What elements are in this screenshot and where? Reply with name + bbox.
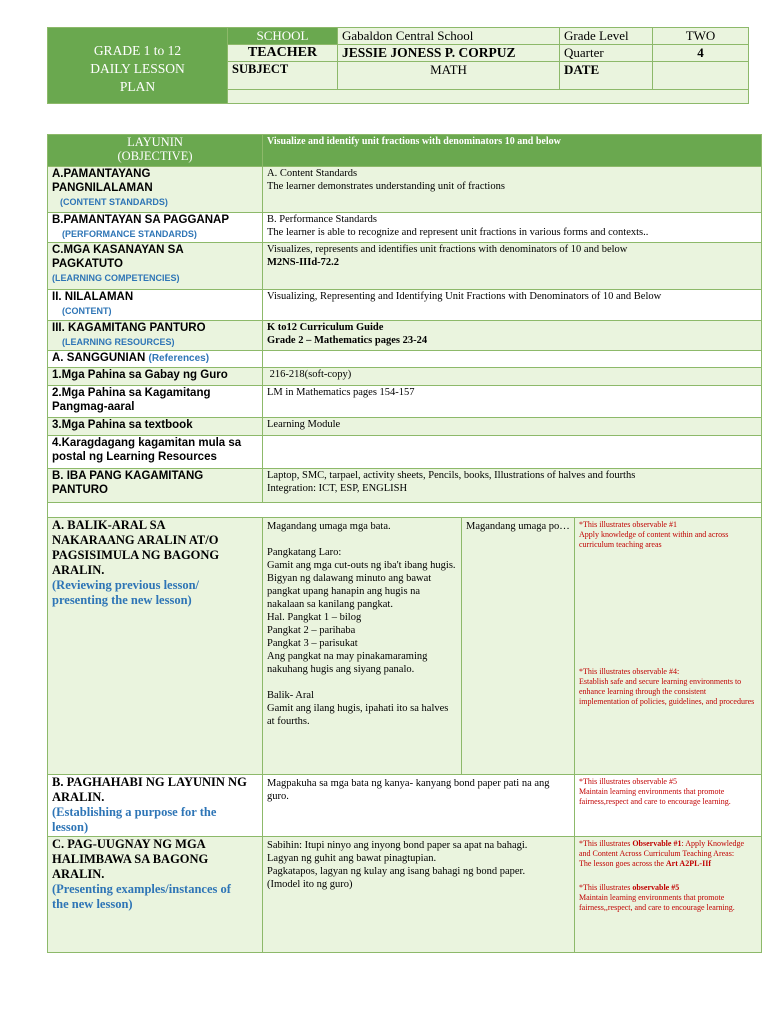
row-label: B. IBA PANG KAGAMITANG PANTURO: [52, 470, 204, 496]
subject-label: SUBJECT: [228, 62, 338, 90]
proc-review-content: Magandang umaga mga bata. Pangkatang Laro: Gamit ang mga cut-outs ng iba't ibang hugis. Bigyan ng dalawang minuto ang bawat pangkat upang hanapin ang hugis na nakalaan sa kanilang pangkat. Hal. Pangkat 1 – bilog Pangkat 2 – parihaba Pangkat 3 – parisukat Ang pangkat na may pinakamaraming nakuhang hugis ang siyang panalo. Balik- Aral Gamit ang ilang hugis, ipahati ito sa halves at fourths.: [263, 518, 462, 775]
obj-value-references: [263, 351, 762, 368]
objectives-table: [47, 134, 762, 520]
note-text: *This illustrates: [579, 839, 633, 848]
obj-value-other-materials: [263, 469, 762, 503]
proc-purpose-note: *This illustrates observable #5 Maintain learning environments that promote fairness,respect and care to encourage learning.: [575, 775, 762, 837]
layunin-label: LAYUNIN: [127, 135, 183, 149]
row-label: 1.Mga Pahina sa Gabay ng Guro: [52, 369, 228, 381]
observable-4-note: *This illustrates observable #4: Establish safe and secure learning environments to enhance learning through the consistent implementation of policies, guidelines, and procedures: [579, 667, 755, 706]
obj-row-performance-standards: [48, 213, 263, 243]
grade-level-value: TWO: [653, 28, 749, 45]
proc-english: (Reviewing previous lesson/ presenting the new lesson): [52, 578, 199, 607]
row-label: III. KAGAMITANG PANTURO: [52, 322, 206, 334]
proc-purpose-content: Magpakuha sa mga bata ng kanya- kanyang bond paper pati na ang guro.: [263, 775, 575, 837]
row-value-2: The learner demonstrates understanding unit of fractions: [267, 181, 505, 192]
row-value-1: Laptop, SMC, tarpael, activity sheets, Pencils, books, Illustrations of halves and fourths: [267, 470, 636, 481]
row-sub: (LEARNING COMPETENCIES): [52, 273, 180, 283]
obj-row-other-materials: [48, 469, 263, 503]
school-label: SCHOOL: [228, 28, 338, 45]
proc-row-review-label: [48, 518, 263, 775]
procedures-table: [47, 517, 762, 953]
proc-title: B. PAGHAHABI NG LAYUNIN NG ARALIN.: [52, 775, 247, 804]
note-text: Maintain learning environments that promote fairness,,respect, and care to encourage learning.: [579, 893, 735, 912]
teacher-label: TEACHER: [228, 45, 338, 62]
note-bold: Art A2PL-IIf: [665, 859, 711, 868]
obj-row-additional-materials: [48, 436, 263, 469]
obj-row-textbook: [48, 418, 263, 436]
header-table: [47, 27, 749, 104]
dlp-title: [48, 28, 228, 104]
note-bold: observable #5: [632, 883, 680, 892]
obj-value-teacher-guide: 216-218(soft-copy): [263, 368, 762, 386]
obj-value-performance-standards: [263, 213, 762, 243]
row-sub: (PERFORMANCE STANDARDS): [62, 229, 197, 239]
row-value-1: K to12 Curriculum Guide: [267, 322, 384, 333]
row-value-2: M2NS-IIId-72.2: [267, 257, 340, 268]
header-blank-row: [228, 90, 749, 104]
school-value: Gabaldon Central School: [338, 28, 560, 45]
note-bold: Observable #1: [632, 839, 682, 848]
note-text: : Apply Knowledge and Content Across Curriculum Teaching Areas: The lesson goes across the: [579, 839, 745, 868]
date-value: [653, 62, 749, 90]
row-value-1: A. Content Standards: [267, 168, 358, 179]
row-label: 4.Karagdagang kagamitan mula sa postal ng Learning Resources: [52, 437, 242, 463]
proc-english: (Establishing a purpose for the lesson): [52, 805, 217, 834]
title-line-1: GRADE 1 to 12: [93, 42, 182, 58]
row-label: 3.Mga Pahina sa textbook: [52, 419, 193, 431]
teacher-value: JESSIE JONESS P. CORPUZ: [338, 45, 560, 62]
layunin-value: Visualize and identify unit fractions with denominators 10 and below: [263, 135, 762, 167]
note-text: *This illustrates: [579, 883, 633, 892]
row-label: B.PAMANTAYAN SA PAGGANAP: [52, 214, 229, 226]
layunin-sub: (OBJECTIVE): [117, 149, 193, 163]
date-label: DATE: [560, 62, 653, 90]
obj-row-references: [48, 351, 263, 368]
quarter-label: Quarter: [560, 45, 653, 62]
proc-english: (Presenting examples/instances of the new lesson): [52, 882, 231, 911]
obj-row-learner-materials: [48, 386, 263, 418]
layunin-label-cell: [48, 135, 263, 167]
observable-5-note: [579, 883, 757, 913]
quarter-value: 4: [653, 45, 749, 62]
observable-1-note: [579, 839, 757, 869]
row-value-1: Visualizes, represents and identifies unit fractions with denominators of 10 and below: [267, 244, 628, 255]
row-value-2: Integration: ICT, ESP, ENGLISH: [267, 483, 408, 494]
row-sub: (References): [148, 353, 210, 364]
row-label: 2.Mga Pahina sa Kagamitang Pangmag-aaral: [52, 387, 211, 413]
title-line-2: DAILY LESSON: [90, 60, 185, 76]
row-sub: (CONTENT STANDARDS): [60, 197, 168, 207]
row-label: C.MGA KASANAYAN SA PAGKATUTO: [52, 244, 184, 270]
row-label: A. SANGGUNIAN: [52, 352, 146, 364]
obj-value-textbook: Learning Module: [263, 418, 762, 436]
proc-row-purpose-label: [48, 775, 263, 837]
row-label: A.PAMANTAYANG PANGNILALAMAN: [52, 168, 153, 194]
obj-row-learning-resources: [48, 321, 263, 351]
obj-row-teacher-guide: [48, 368, 263, 386]
obj-row-content-standards: [48, 167, 263, 213]
obj-value-additional-materials: [263, 436, 762, 469]
obj-row-content: [48, 290, 263, 321]
row-value-1: B. Performance Standards: [267, 214, 377, 225]
proc-examples-content: Sabihin: Itupi ninyo ang inyong bond paper sa apat na bahagi. Lagyan ng guhit ang bawat pinagtupian. Pagkatapos, lagyan ng kulay ang isang bahagi ng bond paper. (Imodel ito ng guro): [263, 837, 575, 953]
row-value-1: Visualizing, Representing and Identifying Unit Fractions with Denominators of 10 and Below: [267, 291, 662, 302]
obj-value-content: [263, 290, 762, 321]
obj-row-learning-competencies: [48, 243, 263, 290]
row-sub: (CONTENT): [62, 306, 112, 316]
row-label: II. NILALAMAN: [52, 291, 134, 303]
obj-value-learner-materials: LM in Mathematics pages 154-157: [263, 386, 762, 418]
proc-review-response: Magandang umaga po…: [462, 518, 575, 775]
observable-1-note: *This illustrates observable #1 Apply knowledge of content within and across curriculum teaching areas: [579, 520, 729, 549]
obj-value-learning-resources: [263, 321, 762, 351]
obj-value-learning-competencies: [263, 243, 762, 290]
proc-title: C. PAG-UUGNAY NG MGA HALIMBAWA SA BAGONG ARALIN.: [52, 837, 209, 881]
proc-row-examples-label: [48, 837, 263, 953]
title-line-3: PLAN: [119, 78, 156, 94]
row-sub: (LEARNING RESOURCES): [62, 337, 175, 347]
subject-value: MATH: [338, 62, 560, 90]
row-value-2: The learner is able to recognize and represent unit fractions in various forms and contexts..: [267, 227, 649, 238]
proc-review-notes: [575, 518, 762, 775]
proc-examples-notes: [575, 837, 762, 953]
proc-title: A. BALIK-ARAL SA NAKARAANG ARALIN AT/O PAGSISIMULA NG BAGONG ARALIN.: [52, 518, 220, 577]
row-value-2: Grade 2 – Mathematics pages 23-24: [267, 335, 428, 346]
obj-value-content-standards: [263, 167, 762, 213]
grade-level-label: Grade Level: [560, 28, 653, 45]
